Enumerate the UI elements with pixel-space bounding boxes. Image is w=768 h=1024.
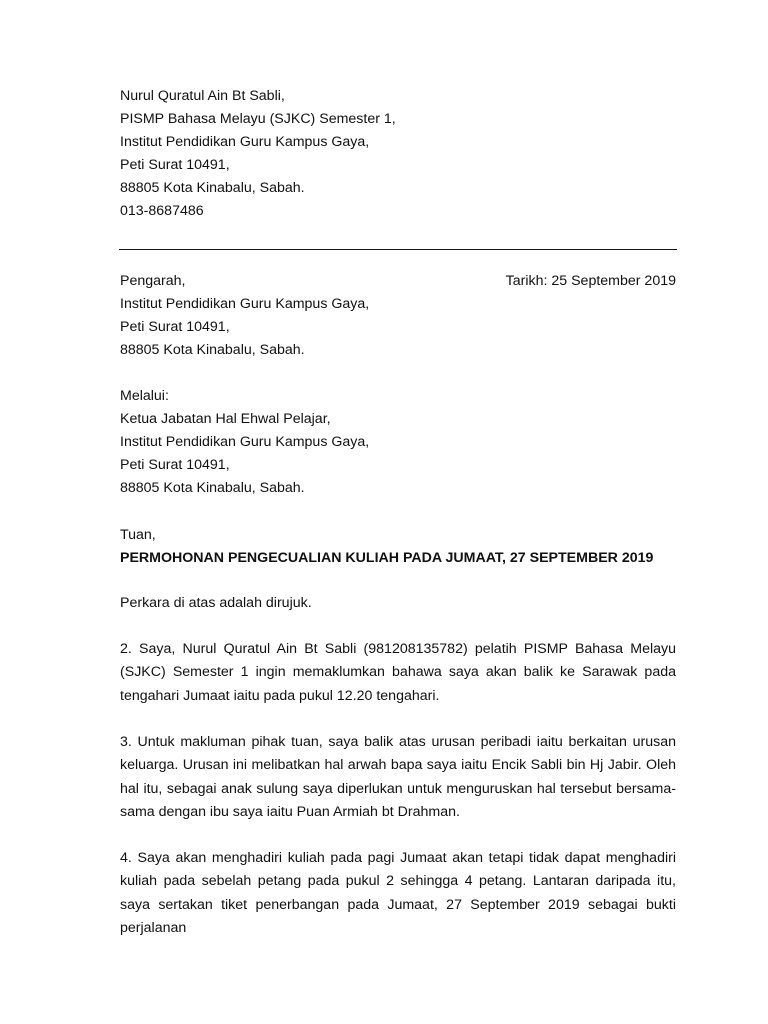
recipient-line: Peti Surat 10491, [120, 319, 230, 335]
letter-date: Tarikh: 25 September 2019 [505, 273, 676, 289]
via-address [120, 385, 676, 500]
sender-line: Institut Pendidikan Guru Kampus Gaya, [120, 134, 370, 150]
header-divider [119, 249, 677, 250]
sender-line: Peti Surat 10491, [120, 157, 230, 173]
sender-phone: 013-8687486 [120, 203, 204, 219]
reference-text: Perkara di atas adalah dirujuk. [120, 595, 312, 611]
via-line: Institut Pendidikan Guru Kampus Gaya, [120, 434, 370, 450]
salutation-text: Tuan, [120, 527, 156, 543]
reference-line [120, 592, 676, 615]
paragraph-3: 3. Untuk makluman pihak tuan, saya balik atas urusan peribadi iaitu berkaitan urusan keluarga. Urusan ini melibatkan hal arwah bapa saya iaitu Encik Sabli bin Hj Jabir. Oleh hal itu, sebagai anak sulung saya diperlukan untuk menguruskan hal tersebut bersama-sama dengan ibu saya iaitu Puan Armiah bt Drahman. [120, 734, 676, 820]
recipient-line: 88805 Kota Kinabalu, Sabah. [120, 342, 305, 358]
sender-line: Nurul Quratul Ain Bt Sabli, [120, 88, 285, 104]
paragraph-4: 4. Saya akan menghadiri kuliah pada pagi Jumaat akan tetapi tidak dapat menghadiri kuliah pada sebelah petang pada pukul 2 sehingga 4 petang. Lantaran daripada itu, saya sertakan tiket penerbangan pada Jumaat, 27 September 2019 sebagai bukti perjalanan [120, 850, 676, 936]
sender-address [120, 85, 676, 223]
via-line: Ketua Jabatan Hal Ehwal Pelajar, [120, 411, 331, 427]
letter-subject: PERMOHONAN PENGECUALIAN KULIAH PADA JUMAAT, 27 SEPTEMBER 2019 [120, 550, 654, 566]
via-line: Melalui: [120, 388, 169, 404]
via-line: 88805 Kota Kinabalu, Sabah. [120, 480, 305, 496]
via-line: Peti Surat 10491, [120, 457, 230, 473]
paragraph-2: 2. Saya, Nurul Quratul Ain Bt Sabli (981208135782) pelatih PISMP Bahasa Melayu (SJKC) Semester 1 ingin memaklumkan bahawa saya akan balik ke Sarawak pada tengahari Jumaat iaitu pada pukul 12.20 tengahari. [120, 641, 676, 704]
sender-line: 88805 Kota Kinabalu, Sabah. [120, 180, 305, 196]
recipient-line: Institut Pendidikan Guru Kampus Gaya, [120, 296, 370, 312]
salutation [120, 524, 676, 570]
recipient-line: Pengarah, [120, 273, 186, 289]
sender-line: PISMP Bahasa Melayu (SJKC) Semester 1, [120, 111, 396, 127]
